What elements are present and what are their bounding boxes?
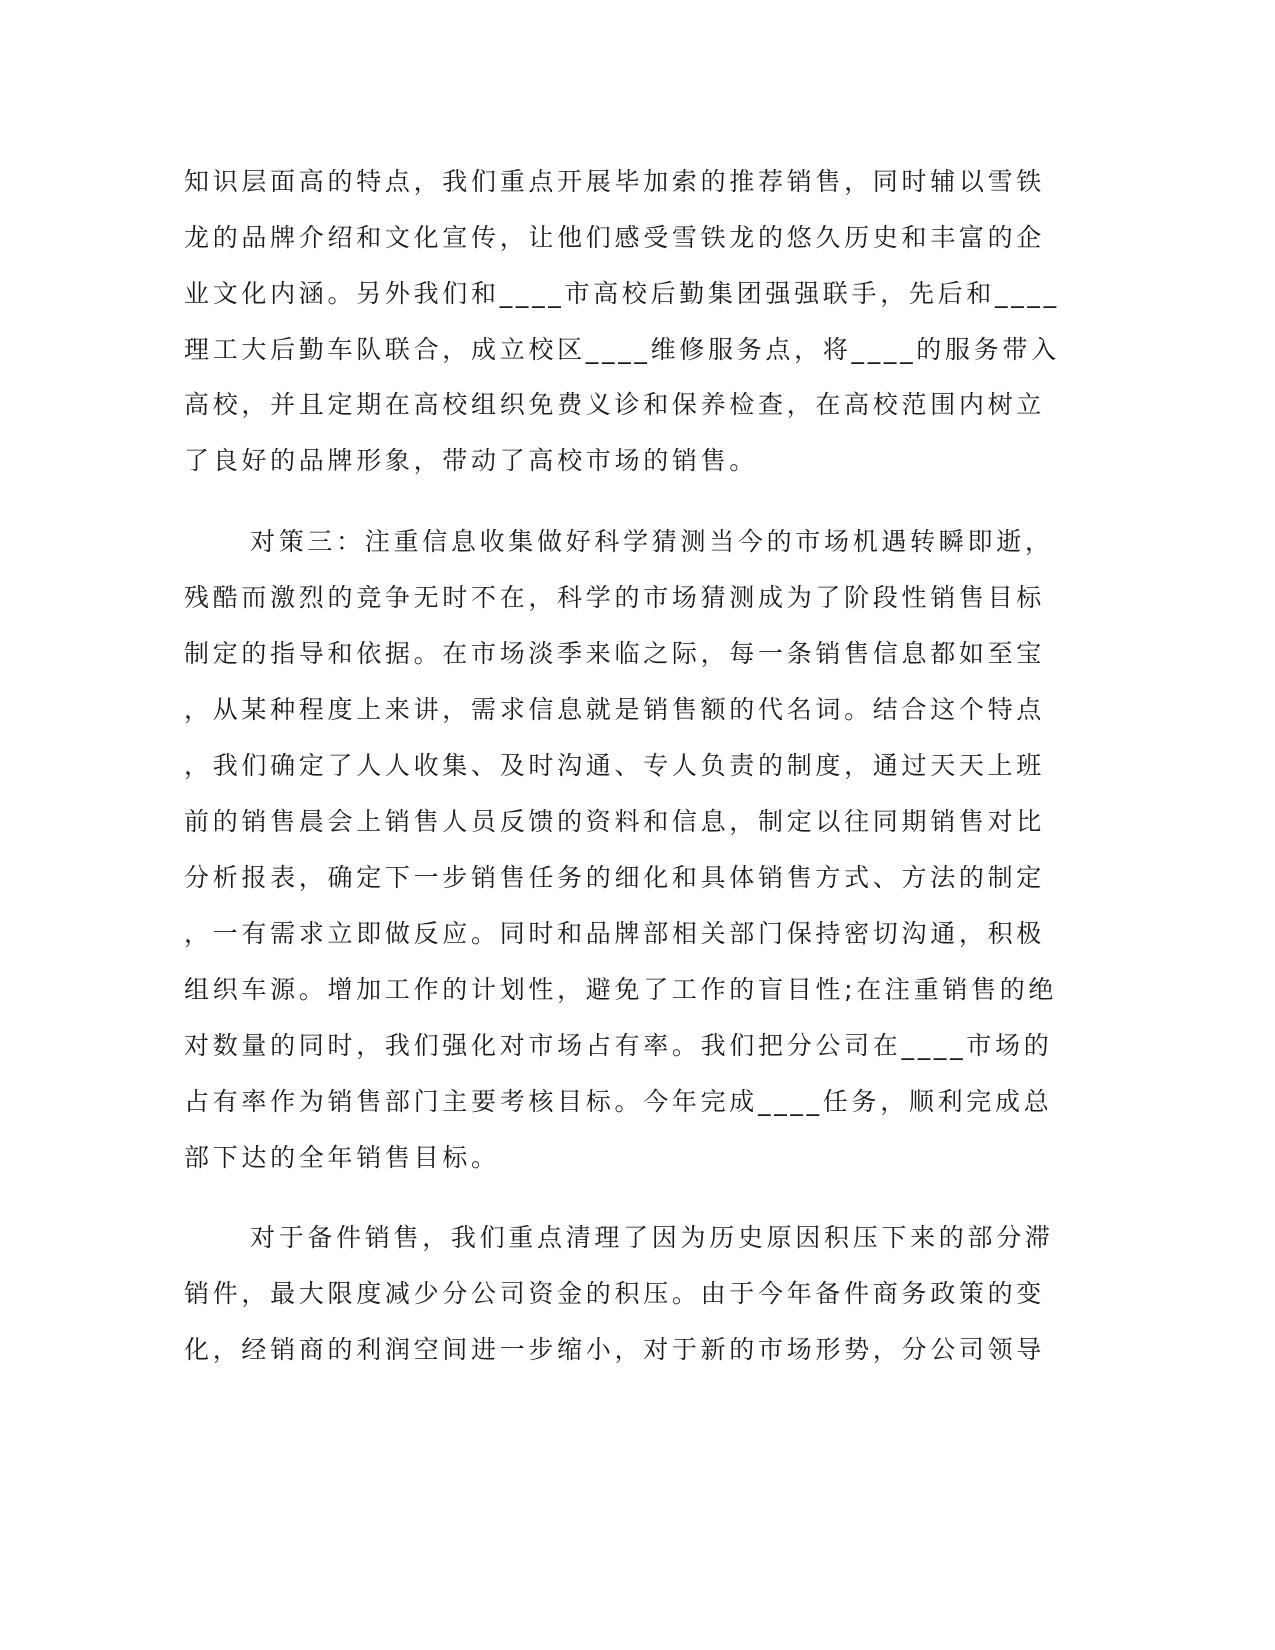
text-line: 了良好的品牌形象，带动了高校市场的销售。 [184, 446, 759, 475]
paragraph-first-line: 对策三：注重信息收集做好科学猜测当今的市场机遇转瞬即逝， [250, 527, 1054, 556]
text-line: 龙的品牌介绍和文化宣传，让他们感受雪铁龙的悠久历史和丰富的企 [184, 223, 1046, 252]
text-line: 销件，最大限度减少分公司资金的积压。由于今年备件商务政策的变 [184, 1279, 1046, 1308]
text-line: 知识层面高的特点，我们重点开展毕加索的推荐销售，同时辅以雪铁 [184, 167, 1046, 196]
text-line: ，我们确定了人人收集、及时沟通、专人负责的制度，通过天天上班 [184, 751, 1046, 780]
text-line: 占有率作为销售部门主要考核目标。今年完成____任务，顺利完成总 [184, 1087, 1053, 1116]
text-line: ，一有需求立即做反应。同时和品牌部相关部门保持密切沟通，积极 [184, 919, 1046, 948]
text-line: 分析报表，确定下一步销售任务的细化和具体销售方式、方法的制定 [184, 863, 1046, 892]
text-line: 化，经销商的利润空间进一步缩小，对于新的市场形势，分公司领导 [184, 1335, 1046, 1364]
text-line: 业文化内涵。另外我们和____市高校后勤集团强强联手，先后和____ [184, 279, 1060, 308]
text-line: 制定的指导和依据。在市场淡季来临之际，每一条销售信息都如至宝 [184, 639, 1046, 668]
paragraph-first-line: 对于备件销售，我们重点清理了因为历史原因积压下来的部分滞 [250, 1223, 1054, 1252]
text-line: 高校，并且定期在高校组织免费义诊和保养检查，在高校范围内树立 [184, 390, 1046, 419]
text-line: 组织车源。增加工作的计划性，避免了工作的盲目性;在注重销售的绝 [184, 975, 1058, 1004]
text-line: 残酷而激烈的竞争无时不在，科学的市场猜测成为了阶段性销售目标 [184, 583, 1046, 612]
text-line: 前的销售晨会上销售人员反馈的资料和信息，制定以往同期销售对比 [184, 807, 1046, 836]
text-line: 部下达的全年销售目标。 [184, 1143, 500, 1172]
text-line: 对数量的同时，我们强化对市场占有率。我们把分公司在____市场的 [184, 1031, 1053, 1060]
text-line: 理工大后勤车队联合，成立校区____维修服务点，将____的服务带入 [184, 335, 1060, 364]
text-line: ，从某种程度上来讲，需求信息就是销售额的代名词。结合这个特点 [184, 695, 1046, 724]
